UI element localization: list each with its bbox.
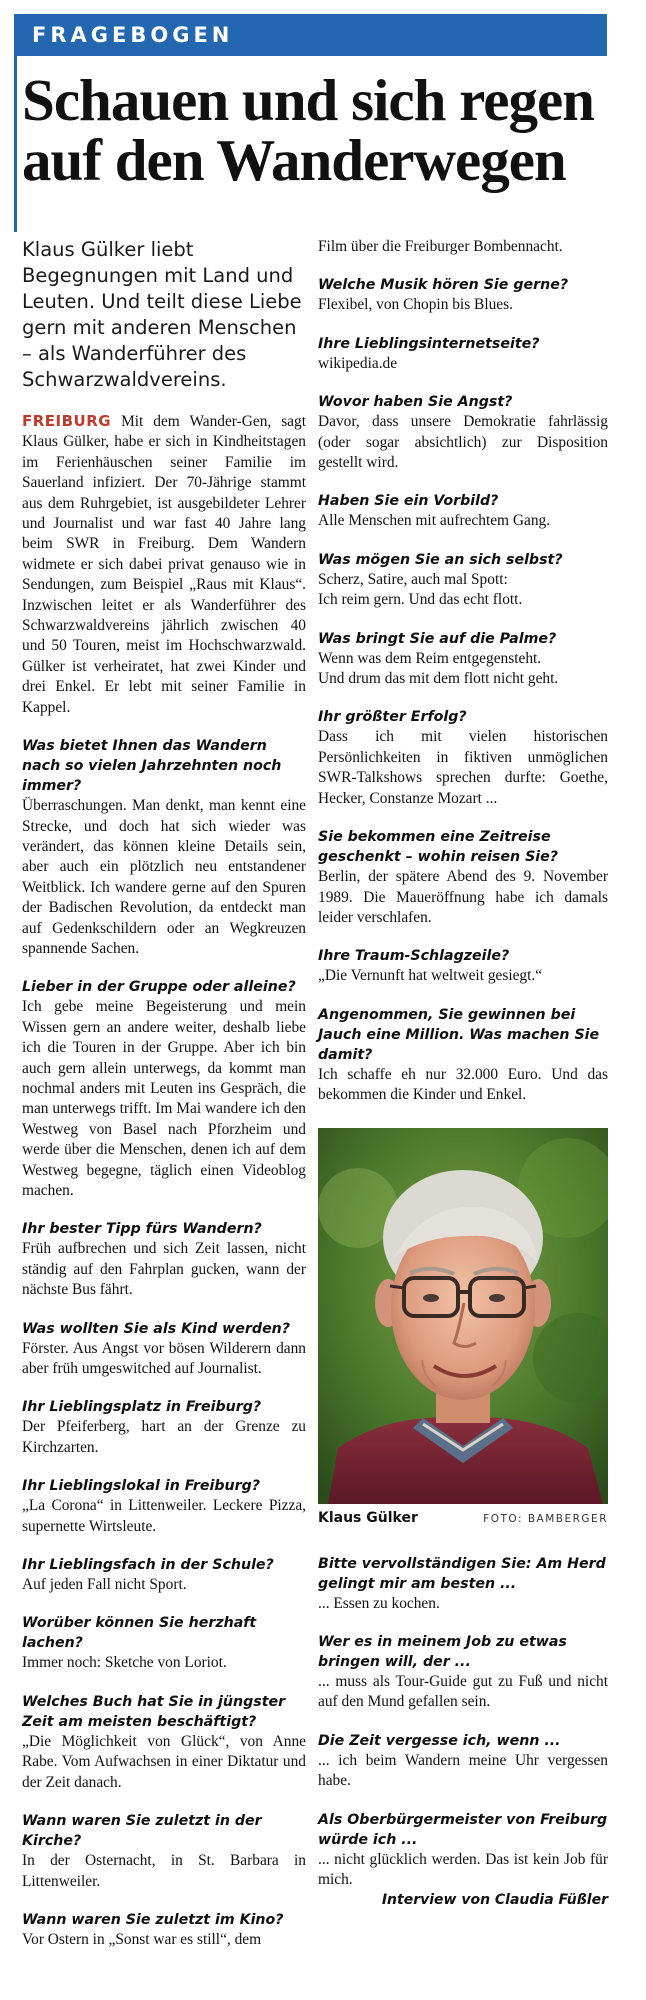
portrait-figure xyxy=(318,1128,608,1526)
question: Angenommen, Sie gewinnen bei Jauch eine Million. Was machen Sie damit? xyxy=(318,1006,600,1063)
qa-item xyxy=(22,1319,306,1380)
question: Wovor haben Sie Angst? xyxy=(318,394,513,411)
qa-item xyxy=(318,1554,608,1614)
question: Ihr bester Tipp fürs Wandern? xyxy=(22,1221,262,1238)
photo-caption xyxy=(318,1510,608,1526)
qa-item xyxy=(318,392,608,473)
headline: Schauen und sich regen auf den Wanderwegen xyxy=(22,67,594,193)
question: Bitte vervollständigen Sie: Am Herd gelingt mir am besten ... xyxy=(318,1555,606,1592)
question: Ihr Lieblingsplatz in Freiburg? xyxy=(22,1399,262,1416)
question: Was wollten Sie als Kind werden? xyxy=(22,1320,291,1337)
headline-accent-rule xyxy=(14,56,17,232)
question: Ihr größter Erfolg? xyxy=(318,709,467,726)
answer: Dass ich mit vielen historischen Persönlichkeiten in fiktiven unmöglichen SWR-Talkshows sprechen durfte: Goethe, Hecker, Constanze Mozart ... xyxy=(318,728,608,807)
qa-item xyxy=(22,1910,306,1950)
answer: Alle Menschen mit aufrechtem Gang. xyxy=(318,512,551,530)
answer: In der Osternacht, in St. Barbara in Littenweiler. xyxy=(22,1852,306,1890)
question: Was mögen Sie an sich selbst? xyxy=(318,551,563,568)
question: Die Zeit vergesse ich, wenn ... xyxy=(318,1732,561,1749)
qa-item xyxy=(318,275,608,315)
answer: Ich schaffe eh nur 32.000 Euro. Und das bekommen die Kinder und Enkel. xyxy=(318,1065,608,1104)
answer: Immer noch: Sketche von Loriot. xyxy=(22,1654,227,1672)
intro-teaser: Klaus Gülker liebt Begegnungen mit Land und Leuten. Und teilt diese Liebe gern mit anderen Menschen – als Wanderführer des Schwarzwaldvereins. xyxy=(22,238,302,391)
qa-item xyxy=(318,629,608,690)
question: Lieber in der Gruppe oder alleine? xyxy=(22,979,296,996)
question: Als Oberbürgermeister von Freiburg würde ich ... xyxy=(318,1811,608,1848)
qa-item xyxy=(318,946,608,986)
right-column xyxy=(318,237,608,1908)
question: Haben Sie ein Vorbild? xyxy=(318,493,499,510)
answer: Ich gebe meine Begeisterung und mein Wissen gern an andere weiter, deshalb liebe ich die Touren in der Gruppe. Aber ich bin auch gern allein unterwegs, da kommt man nochmal anders mit Leuten ins Gespräch, die man unterwegs trifft. Im Mai wandere ich den Westweg von Basel nach Pforzheim und werde über die Menschen, denen ich auf dem Westweg begegne, täglich einen Videoblog machen. xyxy=(22,998,306,1199)
qa-item xyxy=(318,1731,608,1792)
question: Wer es in meinem Job zu etwas bringen will, der ... xyxy=(318,1633,567,1670)
answer: „Die Vernunft hat weltweit gesiegt.“ xyxy=(318,967,543,985)
answer: Vor Ostern in „Sonst war es still“, dem xyxy=(22,1930,262,1948)
answer: Früh aufbrechen und sich Zeit lassen, nicht ständig auf den Fahrplan gucken, wann der nächste Bus fährt. xyxy=(22,1240,306,1299)
question: Was bringt Sie auf die Palme? xyxy=(318,630,557,647)
qa-item xyxy=(318,1810,608,1891)
answer: Förster. Aus Angst vor bösen Wilderern dann aber früh umgeswitched auf Journalist. xyxy=(22,1339,306,1378)
photo-credit: FOTO: BAMBERGER xyxy=(483,1512,608,1525)
question: Ihre Traum-Schlagzeile? xyxy=(318,948,510,965)
qa-item xyxy=(318,1632,608,1713)
qa-item xyxy=(318,1005,608,1106)
byline: Interview von Claudia Füßler xyxy=(381,1892,608,1909)
qa-item xyxy=(22,1613,306,1673)
answer: „Die Möglichkeit von Glück“, von Anne Rabe. Vom Aufwachsen in einer Diktatur und der Zeit danach. xyxy=(22,1732,306,1791)
qa-item xyxy=(318,491,608,531)
answer: Der Pfeiferberg, hart an der Grenze zu Kirchzarten. xyxy=(22,1418,306,1456)
answer: ... Essen zu kochen. xyxy=(318,1594,440,1612)
answer: ... ich beim Wandern meine Uhr vergessen habe. xyxy=(318,1751,608,1790)
qa-item xyxy=(22,1555,306,1595)
left-column xyxy=(22,237,306,1950)
answer: Scherz, Satire, auch mal Spott: Ich reim gern. Und das echt flott. xyxy=(318,570,523,609)
qa-item xyxy=(22,1397,306,1458)
answer: „La Corona“ in Littenweiler. Leckere Pizza, supernette Wirtsleute. xyxy=(22,1497,306,1535)
answer: Berlin, der spätere Abend des 9. November 1989. Die Maueröffnung habe ich damals leider verschlafen. xyxy=(318,868,608,926)
question: Worüber können Sie herzhaft lachen? xyxy=(22,1615,257,1652)
answer: Davor, dass unsere Demokratie fahrlässig (oder sogar absichtlich) zur Disposition gestellt wird. xyxy=(318,413,608,472)
qa-item xyxy=(318,707,608,809)
qa-item xyxy=(22,1692,306,1793)
caption-name: Klaus Gülker xyxy=(318,1509,418,1526)
question: Ihr Lieblingslokal in Freiburg? xyxy=(22,1478,260,1495)
answer: ... nicht glücklich werden. Das ist kein Job für mich. xyxy=(318,1850,608,1888)
qa-item xyxy=(22,977,306,1201)
question: Welches Buch hat Sie in jüngster Zeit am meisten beschäftigt? xyxy=(22,1693,286,1730)
answer: Überraschungen. Man denkt, man kennt eine Strecke, und doch hat sich wieder was verändert, das können kleine Details sein, aber auch ein plötzlich neu entstandener Weitblick. Ich wandere gerne auf den Spuren der Badischen Revolution, da entdeckt man auf Gedenkschildern oder an Wegkreuzen spannende Sachen. xyxy=(22,797,306,957)
answer-continuation: Film über die Freiburger Bombennacht. xyxy=(318,238,563,255)
article-text: Mit dem Wander-Gen, sagt Klaus Gülker, habe er sich in Kindheitstagen im Ferienhäuschen seiner Familie im Sauerland infiziert. Der 70-Jährige stammt aus dem Ruhrgebiet, ist ausgebildeter Lehrer und Journalist und war fast 40 Jahre lang beim SWR in Freiburg. Dem Wandern widmete er sich dabei privat genauso wie in Sendungen, zum Beispiel „Raus mit Klaus“. Inzwischen leitet er als Wanderführer des Schwarzwaldvereins jährlich zwischen 40 und 50 Touren, meist im Hochschwarzwald. Gülker ist verheiratet, hat zwei Kinder und drei Enkel. Er lebt mit seiner Familie in Kappel. xyxy=(22,413,306,716)
answer: Flexibel, von Chopin bis Blues. xyxy=(318,296,513,314)
article-body xyxy=(22,411,306,718)
section-rubric: FRAGEBOGEN xyxy=(14,14,607,56)
portrait-photo xyxy=(318,1128,608,1504)
answer: wikipedia.de xyxy=(318,354,398,372)
question: Ihre Lieblingsinternetseite? xyxy=(318,335,540,352)
qa-item xyxy=(22,1476,306,1537)
dateline: FREIBURG xyxy=(22,412,112,430)
qa-item xyxy=(22,1811,306,1892)
question: Was bietet Ihnen das Wandern nach so vielen Jahrzehnten noch immer? xyxy=(22,738,282,795)
answer: Wenn was dem Reim entgegensteht. Und drum das mit dem flott nicht geht. xyxy=(318,649,559,688)
question: Wann waren Sie zuletzt im Kino? xyxy=(22,1911,284,1928)
question: Welche Musik hören Sie gerne? xyxy=(318,277,569,294)
question: Sie bekommen eine Zeitreise geschenkt – wohin reisen Sie? xyxy=(318,829,559,866)
qa-item xyxy=(318,334,608,374)
answer: Auf jeden Fall nicht Sport. xyxy=(22,1576,187,1594)
question: Ihr Lieblingsfach in der Schule? xyxy=(22,1557,274,1574)
qa-item xyxy=(318,827,608,928)
qa-item xyxy=(22,1219,306,1300)
qa-item xyxy=(318,550,608,611)
qa-item xyxy=(22,736,306,959)
answer: ... muss als Tour-Guide gut zu Fuß und nicht auf den Mund gefallen sein. xyxy=(318,1672,608,1711)
question: Wann waren Sie zuletzt in der Kirche? xyxy=(22,1813,262,1850)
